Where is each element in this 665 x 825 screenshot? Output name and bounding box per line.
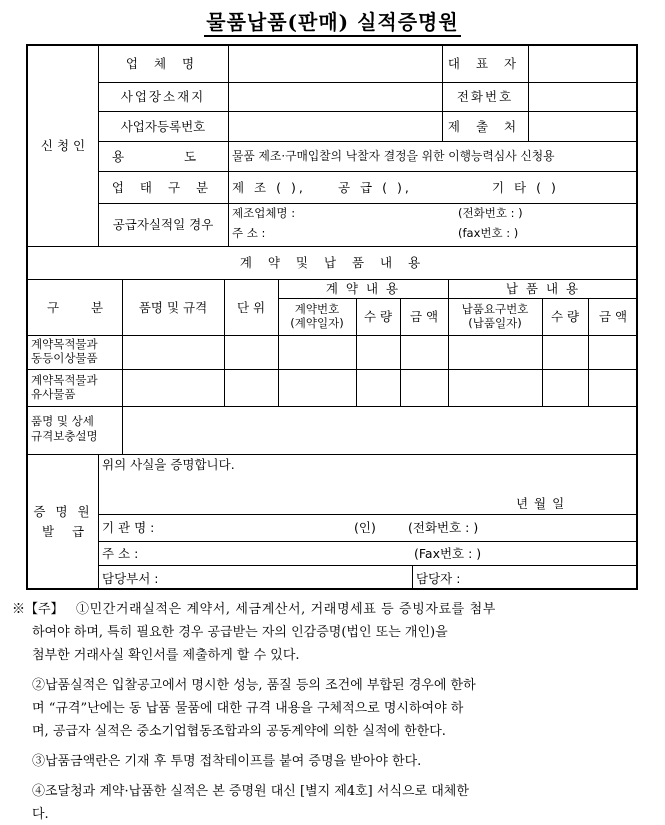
col-item: 품명 및 규격: [138, 300, 208, 315]
maker-address-label: 주 소 :: [232, 226, 266, 240]
supplier-label: 공급자실적일 경우: [112, 217, 214, 232]
group-delivery: 납 품 내 용: [505, 281, 581, 296]
submit-to-label: 제 출 처: [447, 119, 523, 134]
group-contract: 계 약 내 용: [325, 281, 401, 296]
maker-fax-label: (fax번호 : ): [458, 226, 519, 240]
certifier-org-label: 기 관 명 :: [102, 520, 155, 535]
certifier-date: 년 월 일: [516, 496, 566, 511]
certifier-phone-label: (전화번호 : ): [408, 520, 479, 535]
certifier-fax-label: (Fax번호 : ): [414, 546, 482, 561]
representative-label: 대 표 자: [447, 56, 523, 71]
note-3: ③납품금액란은 기재 후 투명 접착테이프를 붙여 증명을 받아야 한다.: [32, 754, 422, 769]
certifier-statement: 위의 사실을 증명합니다.: [102, 457, 235, 472]
note-2-line2: 며 “규격”난에는 동 납품 물품에 대한 규격 내용을 구체적으로 명시하여야 하: [32, 701, 464, 716]
row1-line2: 동등이상물품: [31, 351, 98, 365]
phone-label: 전화번호: [456, 89, 514, 104]
certificate-form: [26, 44, 638, 590]
biz-reg-label: 사업자등록번호: [120, 119, 206, 134]
row2-line1: 계약목적물과: [31, 373, 98, 387]
row3-line1: 품명 및 상세: [31, 414, 94, 428]
biz-type-other: 기 타 ( ): [492, 180, 559, 195]
purpose-value: 물품 제조·구매입찰의 낙찰자 결정을 위한 이행능력심사 신청용: [232, 149, 555, 163]
note-4-line1: ④조달청과 계약·납품한 실적은 본 증명원 대신 [별지 제4호] 서식으로 대체한: [32, 784, 469, 799]
note-4-line2: 다.: [32, 807, 49, 822]
certifier-dept-label: 담당부서 :: [102, 571, 159, 586]
purpose-label: 용 도: [112, 149, 199, 164]
contract-section-title: 계 약 및 납 품 내 용: [239, 255, 427, 270]
row2-line2: 유사물품: [31, 387, 76, 401]
certifier-group-line2: 발 급: [41, 524, 85, 539]
contract-no-line2: (계약일자): [290, 316, 344, 330]
note-1-line1: ①민간거래실적은 계약서, 세금계산서, 거래명세표 등 증빙자료를 첨부: [76, 602, 496, 617]
biz-type-manufacture: 제 조 ( ),: [232, 180, 306, 195]
certifier-address-label: 주 소 :: [102, 546, 139, 561]
delivery-no-line2: (납품일자): [468, 316, 522, 330]
certifier-seal: (인): [354, 520, 376, 535]
col-contract-quantity: 수 량: [363, 309, 393, 324]
note-1-line3: 첨부한 거래사실 확인서를 제출하게 할 수 있다.: [32, 648, 300, 663]
address-label: 사업장소재지: [120, 89, 206, 104]
delivery-no-line1: 납품요구번호: [461, 302, 529, 316]
col-delivery-amount: 금 액: [598, 309, 628, 324]
page-title: 물품납품(판매) 실적증명원: [0, 6, 665, 35]
note-2-line3: 며, 공급자 실적은 중소기업협동조합과의 공동계약에 의한 실적에 한한다.: [32, 724, 446, 739]
note-1-line2: 하여야 하며, 특히 필요한 경우 공급받는 자의 인감증명(법인 또는 개인)을: [32, 625, 448, 640]
company-name-label: 업 체 명: [125, 56, 201, 71]
col-delivery-quantity: 수 량: [550, 309, 580, 324]
maker-name-label: 제조업체명 :: [232, 206, 296, 220]
col-category: 구 분: [46, 300, 104, 315]
biz-type-label: 업 태 구 분: [111, 180, 215, 195]
biz-type-supply: 공 급 ( ),: [338, 180, 412, 195]
note-2-line1: ②납품실적은 입찰공고에서 명시한 성능, 품질 등의 조건에 부합된 경우에 한하: [32, 678, 476, 693]
certifier-person-label: 담당자 :: [416, 571, 461, 586]
certifier-group-line1: 증 명 원: [33, 504, 93, 519]
maker-phone-label: (전화번호 : ): [458, 206, 523, 220]
applicant-group-label: 신 청 인: [40, 138, 86, 153]
row3-line2: 규격보충설명: [31, 429, 98, 443]
notes-header: ※【주】: [12, 602, 64, 617]
col-contract-amount: 금 액: [409, 309, 439, 324]
row1-line1: 계약목적물과: [31, 337, 98, 351]
col-unit: 단 위: [236, 300, 266, 315]
contract-no-line1: 계약번호: [294, 302, 340, 316]
